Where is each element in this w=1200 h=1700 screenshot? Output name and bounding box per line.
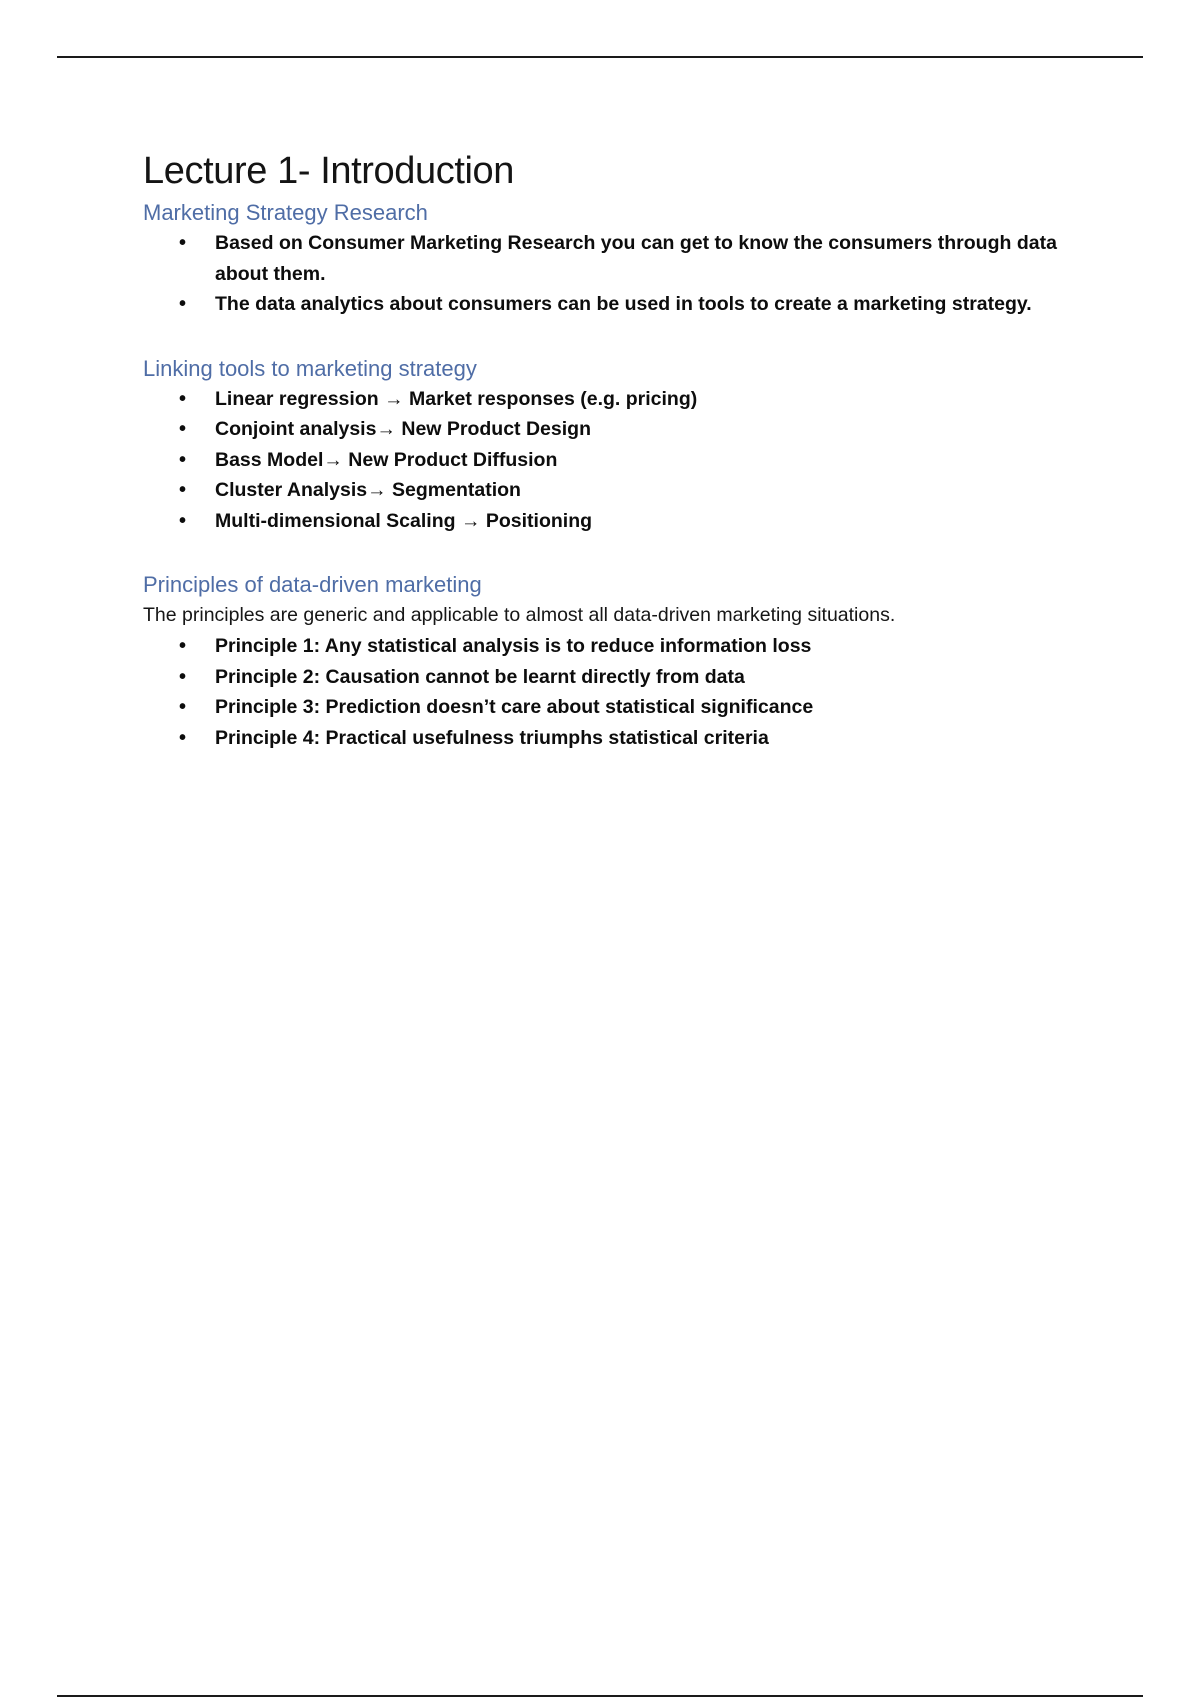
section-principles <box>143 570 1063 753</box>
page-bottom-rule <box>57 1695 1143 1697</box>
section-heading: Linking tools to marketing strategy <box>143 355 477 381</box>
list-item-text: Principle 2: Causation cannot be learnt directly from data <box>215 665 745 688</box>
bullet-icon: • <box>179 293 187 315</box>
document-body <box>143 146 1063 753</box>
section-linking-tools <box>143 354 1063 537</box>
list-item <box>179 506 1063 537</box>
list-item <box>179 631 1063 662</box>
list-item <box>179 228 1063 289</box>
list-item-text: Linear regression → Market responses (e.g. pricing) <box>215 387 698 410</box>
list-item <box>179 414 1063 445</box>
list-item-text: The data analytics about consumers can be used in tools to create a marketing strategy. <box>215 293 1032 315</box>
list-item-text: Conjoint analysis→ New Product Design <box>215 418 591 440</box>
list-item-text: Multi-dimensional Scaling → Positioning <box>215 509 593 532</box>
list-item <box>179 475 1063 506</box>
bullet-list <box>143 228 1063 320</box>
list-item <box>179 289 1063 320</box>
bullet-icon: • <box>179 726 187 749</box>
page-top-rule <box>57 56 1143 58</box>
bullet-icon: • <box>179 479 187 501</box>
list-item-text: Cluster Analysis→ Segmentation <box>215 479 521 501</box>
list-item-text: Principle 3: Prediction doesn’t care about statistical significance <box>215 696 814 718</box>
section-marketing-strategy-research <box>143 198 1063 320</box>
page-title: Lecture 1- Introduction <box>143 150 515 192</box>
list-item <box>179 662 1063 693</box>
bullet-icon: • <box>179 665 187 688</box>
bullet-icon: • <box>179 696 187 718</box>
list-item-text: Based on Consumer Marketing Research you can get to know the consumers through data about them. <box>215 232 1057 285</box>
list-item <box>179 723 1063 754</box>
bullet-icon: • <box>179 232 187 254</box>
list-item-text: Principle 1: Any statistical analysis is to reduce information loss <box>215 635 812 657</box>
bullet-icon: • <box>179 418 187 440</box>
list-item-text: Bass Model→ New Product Diffusion <box>215 448 558 471</box>
bullet-icon: • <box>179 509 187 532</box>
bullet-list <box>143 384 1063 537</box>
section-heading: Principles of data-driven marketing <box>143 572 482 597</box>
bullet-icon: • <box>179 635 187 657</box>
bullet-list <box>143 631 1063 753</box>
list-item-text: Principle 4: Practical usefulness triumphs statistical criteria <box>215 726 769 749</box>
list-item <box>179 692 1063 723</box>
section-heading: Marketing Strategy Research <box>143 200 428 225</box>
list-item <box>179 384 1063 415</box>
section-paragraph: The principles are generic and applicable to almost all data-driven marketing situations. <box>143 604 896 626</box>
bullet-icon: • <box>179 387 187 410</box>
list-item <box>179 445 1063 476</box>
bullet-icon: • <box>179 448 187 471</box>
